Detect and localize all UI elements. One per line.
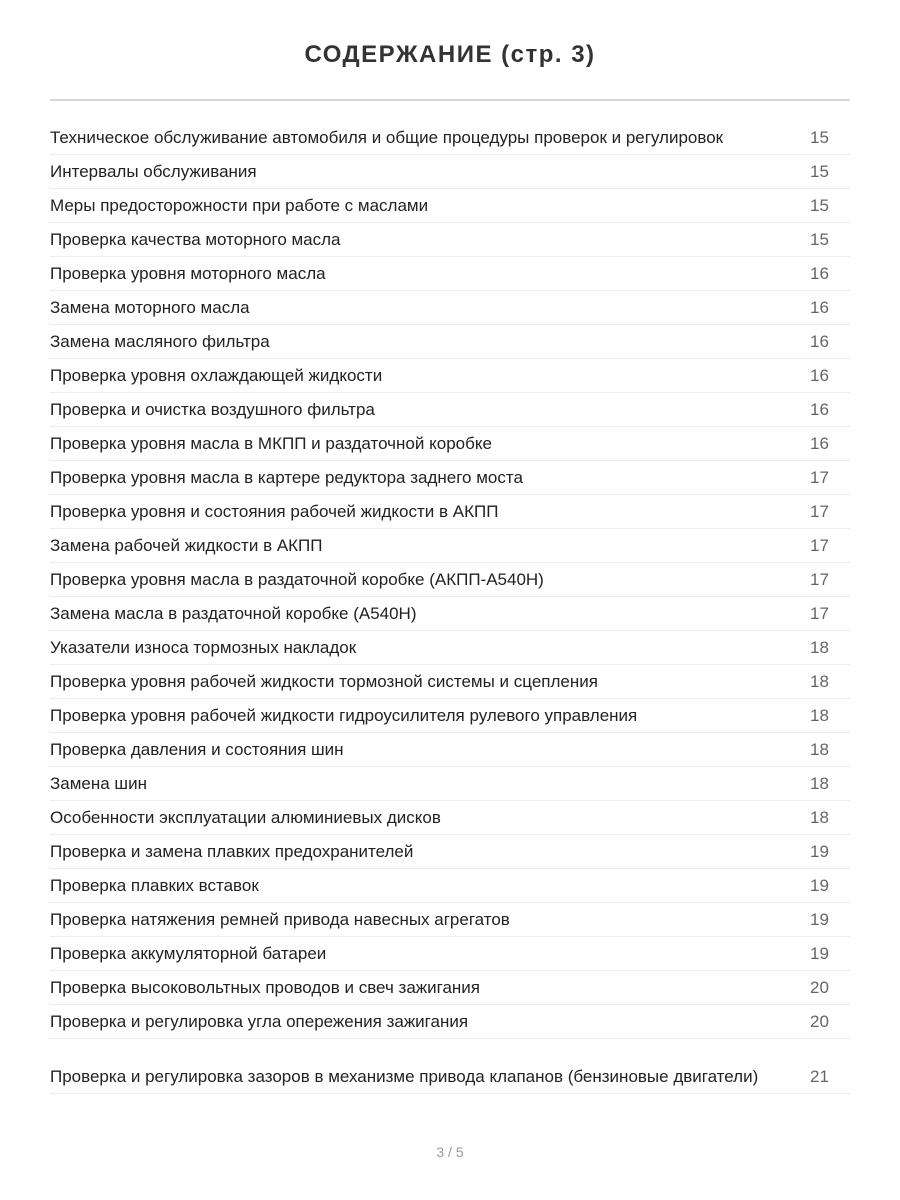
toc-entry-page: 18: [810, 740, 829, 759]
toc-entry-title: Особенности эксплуатации алюминиевых дисков: [50, 808, 441, 827]
toc-entry-title: Проверка и регулировка зазоров в механизме привода клапанов (бензиновые двигатели): [50, 1067, 759, 1086]
toc-entry[interactable]: [50, 699, 850, 733]
toc-entry[interactable]: [50, 1005, 850, 1039]
toc-entry[interactable]: [50, 937, 850, 971]
toc-entry-page: 15: [810, 230, 829, 249]
toc-entry[interactable]: [50, 291, 850, 325]
toc-entry-title: Замена шин: [50, 774, 147, 793]
toc-entry-page: 15: [810, 196, 829, 215]
toc-entry-page: 17: [810, 468, 829, 487]
toc-entry-title: Замена масла в раздаточной коробке (А540Н): [50, 604, 417, 623]
toc-entry-title: Проверка аккумуляторной батареи: [50, 944, 327, 963]
toc-entry[interactable]: [50, 631, 850, 665]
toc-entry-title: Проверка уровня масла в МКПП и раздаточной коробке: [50, 434, 492, 453]
toc-entry[interactable]: [50, 835, 850, 869]
toc-entry[interactable]: [50, 223, 850, 257]
toc-entry-title: Проверка уровня рабочей жидкости тормозной системы и сцепления: [50, 672, 598, 691]
toc-entry[interactable]: [50, 869, 850, 903]
toc-entry-title: Интервалы обслуживания: [50, 162, 257, 181]
toc-entry[interactable]: [50, 359, 850, 393]
toc-entry-page: 17: [810, 536, 829, 555]
toc-entry-page: 19: [810, 944, 829, 963]
toc-entry-title: Проверка уровня масла в раздаточной коробке (АКПП-А540Н): [50, 570, 544, 589]
toc-entry-page: 18: [810, 808, 829, 827]
toc-entry-title: Меры предосторожности при работе с маслами: [50, 196, 429, 215]
toc-entry[interactable]: [50, 257, 850, 291]
toc-entry-page: 16: [810, 434, 829, 453]
toc-entry-title: Проверка уровня охлаждающей жидкости: [50, 366, 383, 385]
toc-entry-title: Проверка уровня моторного масла: [50, 264, 326, 283]
toc-entry[interactable]: [50, 155, 850, 189]
page-title: СОДЕРЖАНИЕ (стр. 3): [304, 41, 596, 68]
toc-entry-title: Проверка и регулировка угла опережения зажигания: [50, 1012, 469, 1031]
toc-entry-page: 19: [810, 842, 829, 861]
toc-entry-title: Замена моторного масла: [50, 298, 250, 317]
toc-entry[interactable]: [50, 903, 850, 937]
toc-entry-page: 16: [810, 264, 829, 283]
toc-entry-page: 17: [810, 604, 829, 623]
toc-entry-title: Проверка натяжения ремней привода навесных агрегатов: [50, 910, 510, 929]
toc-entry-title: Техническое обслуживание автомобиля и общие процедуры проверок и регулировок: [50, 128, 724, 147]
toc-entry-page: 20: [810, 978, 829, 997]
toc-entry-title: Проверка качества моторного масла: [50, 230, 341, 249]
toc-entry-title: Замена масляного фильтра: [50, 332, 270, 351]
toc-entry-title: Проверка уровня масла в картере редуктора заднего моста: [50, 468, 523, 487]
toc-entry[interactable]: [50, 495, 850, 529]
toc-entry-page: 21: [810, 1067, 829, 1086]
toc-entry[interactable]: [50, 563, 850, 597]
toc-entry[interactable]: [50, 393, 850, 427]
toc-entry[interactable]: [50, 665, 850, 699]
toc-entry-page: 17: [810, 502, 829, 521]
toc-entry[interactable]: [50, 971, 850, 1005]
toc-entry-page: 19: [810, 910, 829, 929]
toc-entry-title: Замена рабочей жидкости в АКПП: [50, 536, 323, 555]
toc-entry[interactable]: [50, 801, 850, 835]
toc-entry-page: 18: [810, 672, 829, 691]
toc-entry-page: 15: [810, 128, 829, 147]
toc-entry[interactable]: [50, 767, 850, 801]
toc-entry-title: Проверка плавких вставок: [50, 876, 259, 895]
toc-entry-title: Проверка и замена плавких предохранителей: [50, 842, 414, 861]
toc-entry-title: Проверка уровня и состояния рабочей жидкости в АКПП: [50, 502, 499, 521]
toc-entry[interactable]: [50, 427, 850, 461]
toc-entry-page: 17: [810, 570, 829, 589]
toc-entry-page: 18: [810, 638, 829, 657]
toc-entry-title: Проверка и очистка воздушного фильтра: [50, 400, 375, 419]
toc-entry[interactable]: [50, 1039, 850, 1094]
toc-entry[interactable]: [50, 597, 850, 631]
toc-entry[interactable]: [50, 529, 850, 563]
toc-entry[interactable]: [50, 733, 850, 767]
title-divider: [50, 99, 850, 101]
toc-entry-page: 18: [810, 774, 829, 793]
toc-entry-title: Проверка уровня рабочей жидкости гидроусилителя рулевого управления: [50, 706, 638, 725]
toc-entry-title: Указатели износа тормозных накладок: [50, 638, 357, 657]
toc-entry[interactable]: [50, 121, 850, 155]
toc-entry-page: 16: [810, 366, 829, 385]
toc-entry[interactable]: [50, 325, 850, 359]
toc-entry-page: 16: [810, 332, 829, 351]
toc-entry-title: Проверка давления и состояния шин: [50, 740, 344, 759]
toc-entry-page: 18: [810, 706, 829, 725]
toc-entry[interactable]: [50, 189, 850, 223]
toc-entry-page: 20: [810, 1012, 829, 1031]
toc-entry[interactable]: [50, 461, 850, 495]
toc-entry-title: Проверка высоковольтных проводов и свеч зажигания: [50, 978, 481, 997]
toc-entry-page: 19: [810, 876, 829, 895]
page-indicator: 3 / 5: [436, 1144, 464, 1160]
toc-entry-page: 16: [810, 298, 829, 317]
table-of-contents: [50, 121, 850, 1094]
toc-entry-page: 15: [810, 162, 829, 181]
toc-entry-page: 16: [810, 400, 829, 419]
